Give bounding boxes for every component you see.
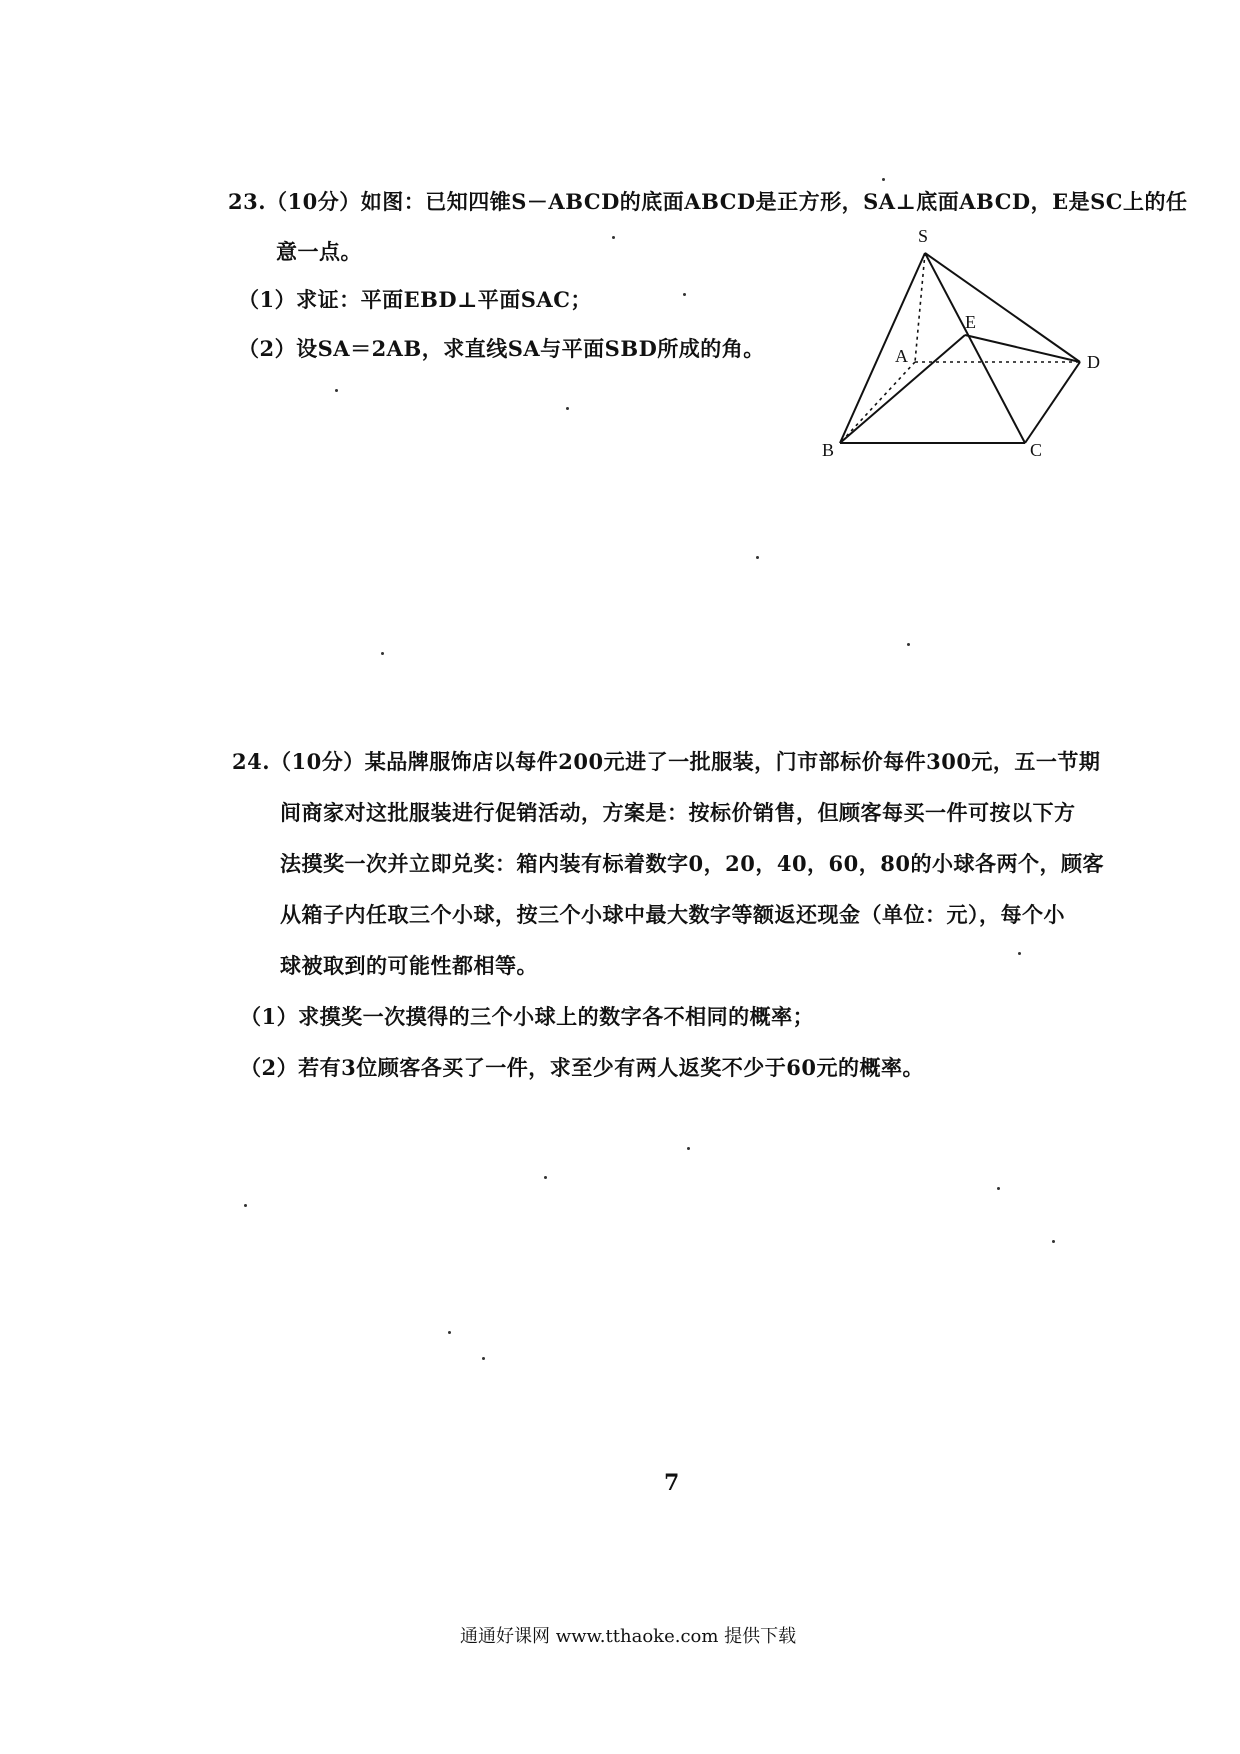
speck [1052,1240,1055,1243]
q23-part-2: （2）设SA＝2AB，求直线SA与平面SBD所成的角。 [238,336,765,361]
speck [482,1357,485,1360]
edge-ed [965,335,1080,362]
edge-ab [840,362,915,443]
q24-part-1: （1）求摸奖一次摸得的三个小球上的数字各不相同的概率； [240,1004,815,1029]
q23-heading-cont: 意一点。 [276,239,362,264]
edge-sb [840,253,925,443]
label-c: C [1030,440,1043,460]
q23-part-1: （1）求证：平面EBD⊥平面SAC； [238,287,592,312]
q24-body-line-4: 球被取到的可能性都相等。 [280,953,538,978]
speck [612,236,615,239]
speck [566,407,569,410]
speck [1018,952,1021,955]
q24-body-line-1: 间商家对这批服装进行促销活动，方案是：按标价销售，但顾客每买一件可按以下方 [280,800,1076,825]
footer-credit: 通通好课网 www.tthaoke.com 提供下载 [460,1626,797,1647]
label-s: S [918,226,929,246]
speck [448,1331,451,1334]
label-e: E [965,312,976,332]
speck [544,1176,547,1179]
speck [907,643,910,646]
edge-sd [925,253,1080,362]
q24-heading: 24.（10分）某品牌服饰店以每件200元进了一批服装，门市部标价每件300元，五一节期 [232,749,1101,774]
label-d: D [1087,352,1100,372]
edge-sc [925,253,1025,443]
q24-part-2: （2）若有3位顾客各买了一件，求至少有两人返奖不少于60元的概率。 [240,1055,924,1080]
q24-body-line-2: 法摸奖一次并立即兑奖：箱内装有标着数字0，20，40，60，80的小球各两个，顾客 [280,851,1105,876]
speck [997,1187,1000,1190]
edge-sa [915,253,925,362]
speck [882,178,885,181]
edge-cd [1025,362,1080,443]
label-a: A [895,346,908,366]
speck [683,293,686,296]
speck [687,1147,690,1150]
speck [756,556,759,559]
q23-heading: 23.（10分）如图：已知四锥S－ABCD的底面ABCD是正方形，SA⊥底面ABCD，E是SC上的任 [228,189,1188,214]
speck [381,652,384,655]
q24-body-line-3: 从箱子内任取三个小球，按三个小球中最大数字等额返还现金（单位：元），每个小 [280,902,1065,927]
label-b: B [822,440,835,460]
speck [335,389,338,392]
speck [244,1204,247,1207]
pyramid-figure [800,220,1120,470]
page-number: 7 [664,1470,680,1496]
